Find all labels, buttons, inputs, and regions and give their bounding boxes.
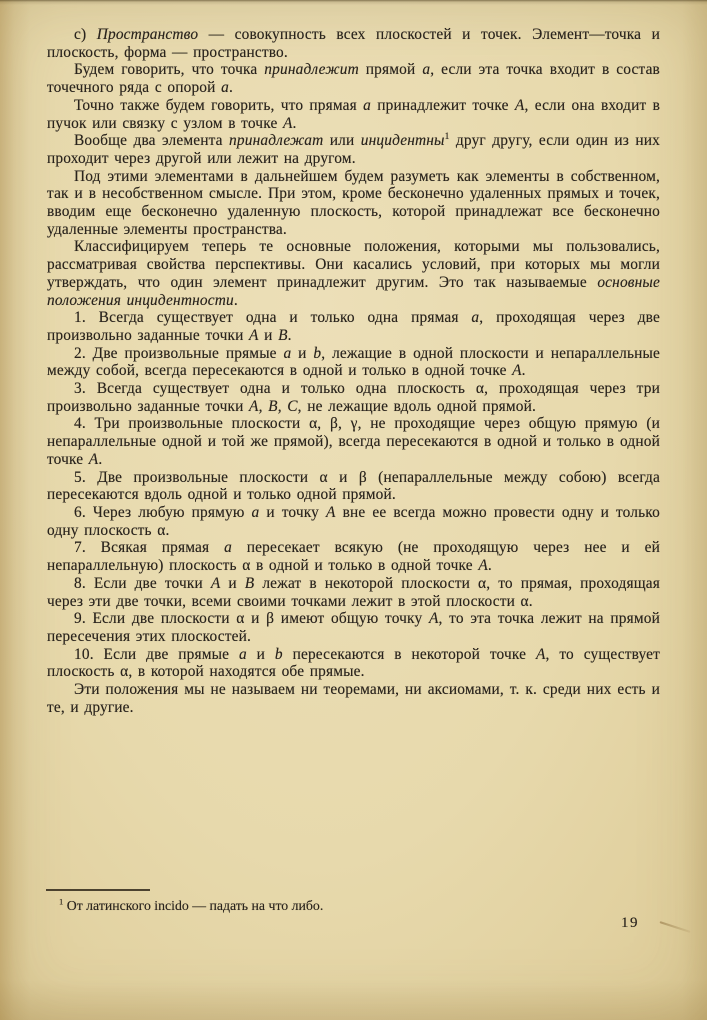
page-number: 19 [621,915,639,931]
paragraph: 4. Три произвольные плоскости α, β, γ, не проходящие через общую прямую (и непараллельные одной и той же прямой), всегда пересекаются в одной и только в одной точке А. [47,415,660,468]
paragraph: Под этими элементами в дальнейшем будем разуметь как элементы в собственном, так и в несобственном смысле. При этом, кроме бесконечно удаленных прямых и точек, вводим еще бесконечно удаленную плоскость, которой принадлежат все бесконечно удаленные элементы пространства. [47,167,660,238]
paragraph: с) Пространство — совокупность всех плоскостей и точек. Элемент—точка и плоскость, форма — пространство. [47,26,660,61]
scan-scratch-mark [659,921,690,933]
paragraph: Будем говорить, что точка принадлежит прямой а, если эта точка входит в состав точечного ряда с опорой а. [47,61,660,97]
footnote-divider [46,889,150,891]
paragraph: Эти положения мы не называем ни теоремами, ни аксиомами, т. к. среди них есть и те, и другие. [47,681,660,716]
paragraph: 7. Всякая прямая а пересекает всякую (не проходящую через нее и ей непараллельную) плоскость α в одной и только в одной точке А. [47,539,660,575]
paragraph: Вообще два элемента принадлежат или инцидентны$^1$ друг другу, если один из них проходит через другой или лежит на другом. [47,131,660,167]
paragraph: 3. Всегда существует одна и только одна плоскость α, проходящая через три произвольно заданные точки А, В, С, не лежащие вдоль одной прямой. [47,380,660,415]
paragraph: 1. Всегда существует одна и только одна прямая а, проходящая через две произвольно заданные точки А и В. [47,309,660,344]
paragraph: 6. Через любую прямую а и точку А вне ее всегда можно провести одну и только одну плоскость α. [47,503,660,539]
footnote: $^1$ От латинского incido — падать на что либо. [59,896,324,913]
paragraph: 5. Две произвольные плоскости α и β (непараллельные между собою) всегда пересекаются вдоль одной и только одной прямой. [47,468,660,504]
paragraph: Классифицируем теперь те основные положения, которыми мы пользовались, рассматривая свойства перспективы. Они касались условий, при которых мы могли утверждать, что один элемент принадлежит другим. Это так называемые основные положения инцидентности. [47,238,660,309]
body-text [47,26,660,716]
paragraph: 2. Две произвольные прямые а и b, лежащие в одной плоскости и непараллельные между собой, всегда пересекаются в одной и только в одной точке А. [47,344,660,380]
paragraph: Точно также будем говорить, что прямая а принадлежит точке А, если она входит в пучок или связку с узлом в точке А. [47,96,661,132]
paragraph: 10. Если две прямые а и b пересекаются в некоторой точке А, то существует плоскость α, в которой находятся обе прямые. [47,645,660,681]
paragraph: 9. Если две плоскости α и β имеют общую точку А, то эта точка лежит на прямой пересечения этих плоскостей. [47,610,660,645]
paragraph: 8. Если две точки А и В лежат в некоторой плоскости α, то прямая, проходящая через эти две точки, всеми своими точками лежит в этой плоскости α. [47,574,660,610]
